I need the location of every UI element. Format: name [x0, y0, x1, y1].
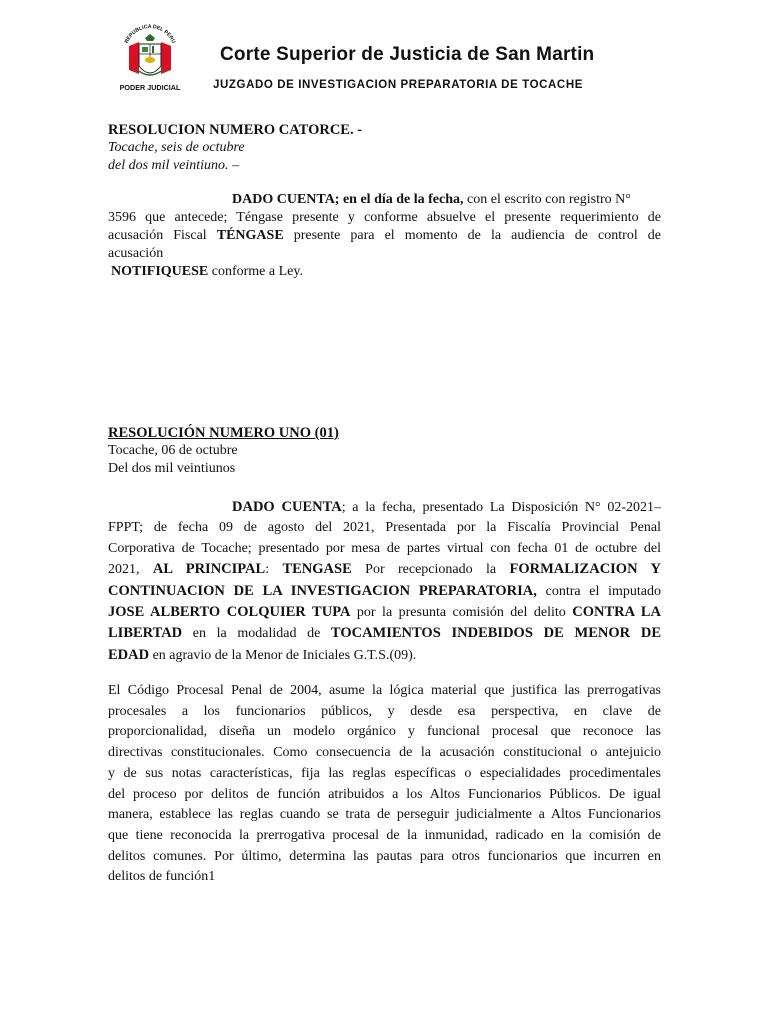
resolution-1-line-1-text: ; a la fecha, presentado La Disposición N° 02-2021– [341, 500, 661, 515]
resolution-1-header [108, 424, 661, 478]
resolution-14-heading: RESOLUCION NUMERO CATORCE. - [108, 122, 363, 138]
resolution-1-line-5 [108, 581, 661, 602]
code-paragraph-line-9: delitos comunes. Por último, determina las pautas para otros funcionarios que incurren en [108, 848, 661, 864]
resolution-1-line-5-text: contra el imputado [536, 583, 661, 599]
tocamientos-label: TOCAMIENTOS INDEBIDOS DE MENOR DE [330, 625, 661, 642]
resolution-1-line-3: Corporativa de Tocache; presentado por mesa de partes virtual con fecha 01 de octubre del [108, 540, 661, 556]
resolution-14-line-3-b: presente para el momento de la audiencia de control de [283, 228, 661, 243]
dado-cuenta-label: DADO CUENTA; [232, 192, 340, 207]
notify-text: conforme a Ley. [208, 264, 303, 279]
resolution-1-line-4-a: 2021, [108, 562, 153, 578]
resolution-14-line-2: 3596 que antecede; Téngase presente y conforme absuelve el presente requerimiento de [108, 210, 661, 225]
resolution-1-line-7-text: en la modalidad de [182, 626, 331, 642]
dado-cuenta-label-2: DADO CUENTA [232, 499, 342, 515]
investigacion-label: CONTINUACION DE LA INVESTIGACION PREPARATORIA, [108, 582, 537, 599]
libertad-label: LIBERTAD [108, 625, 183, 642]
al-principal-label: AL PRINCIPAL [152, 561, 266, 578]
resolution-1-body [108, 497, 661, 666]
code-paragraph-line-6: del proceso por delitos de función atribuidos a los Altos Funcionarios Públicos. De igual [108, 786, 661, 802]
poder-judicial-logo [112, 22, 188, 96]
code-paragraph-line-3: proporcionalidad, diseña un modelo orgánico y funcional procesal que reconoce las [108, 724, 661, 740]
resolution-1-line-4 [108, 559, 661, 580]
resolution-1-line-6 [108, 602, 661, 623]
resolution-14-body [108, 191, 661, 281]
logo-arc-text: REPUBLICA DEL PERU [123, 23, 177, 45]
resolution-1-line-4-c: Por recepcionado la [351, 562, 510, 578]
contra-la-label: CONTRA LA [572, 604, 662, 621]
logo-bottom-text: PODER JUDICIAL [119, 83, 181, 92]
resolution-1-line-8-text: en agravio de la Menor de Iniciales G.T.S.(09). [149, 647, 417, 663]
formalizacion-label: FORMALIZACION Y [509, 561, 661, 578]
peru-coat-of-arms-icon [112, 22, 188, 96]
tengase-label-2: TENGASE [282, 561, 352, 578]
code-paragraph [108, 681, 661, 888]
resolution-1-line-4-b: : [265, 562, 283, 578]
resolution-1-line-8 [108, 645, 661, 666]
code-paragraph-last-line: delitos de función1 [108, 869, 216, 885]
court-title: Corte Superior de Justicia de San Martin [220, 44, 595, 65]
resolution-14-header [108, 121, 661, 175]
code-paragraph-line-5: y de sus notas características, fija las reglas específicas o especialidades procedimentales [108, 765, 661, 781]
edad-label: EDAD [108, 646, 150, 663]
tengase-label: TÉNGASE [216, 228, 284, 243]
resolution-1-place-date-1: Tocache, 06 de octubre [108, 443, 238, 458]
resolution-14-line-4: acusación [108, 246, 164, 261]
resolution-1-place-date-2: Del dos mil veintiunos [108, 461, 236, 476]
resolution-14-line-3-a: acusación Fiscal [108, 228, 217, 243]
code-paragraph-line-4: directivas constitucionales. Como consecuencia de la acusación constitucional o antejuicio [108, 745, 661, 761]
resolution-14-line-1 [108, 191, 661, 209]
notify-line [108, 263, 661, 281]
resolution-1-line-6-text: por la presunta comisión del delito [350, 605, 573, 621]
imputado-name: JOSE ALBERTO COLQUIER TUPA [108, 604, 351, 621]
resolution-14-line-3 [108, 227, 661, 245]
code-paragraph-line-7: manera, establece las reglas cuando se trata de perseguir judicialmente a Altos Funcionarios [108, 807, 661, 823]
code-paragraph-line-1: El Código Procesal Penal de 2004, asume la lógica material que justifica las prerrogativas [108, 683, 661, 698]
resolution-14-place-date-1: Tocache, seis de octubre [108, 140, 245, 155]
code-paragraph-line-2: procesales a los funcionarios públicos, y desde esa perspectiva, en clave de [108, 703, 661, 719]
dia-fecha-label: en el día de la fecha, [339, 192, 464, 207]
resolution-14-line-1-text: con el escrito con registro N° [463, 192, 631, 207]
resolution-14-place-date-2: del dos mil veintiuno. – [108, 158, 240, 173]
resolution-1-line-7 [108, 623, 661, 644]
court-subtitle: JUZGADO DE INVESTIGACION PREPARATORIA DE TOCACHE [213, 79, 583, 91]
notifiquese-label: NOTIFIQUESE [111, 264, 209, 279]
resolution-1-line-2: FPPT; de fecha 09 de agosto del 2021, Presentada por la Fiscalía Provincial Penal [108, 520, 661, 536]
code-paragraph-line-8: que tiene reconocida la prerrogativa procesal de la inmunidad, radicado en la comisión de [108, 827, 661, 843]
resolution-1-line-1 [108, 497, 661, 518]
resolution-1-heading: RESOLUCIÓN NUMERO UNO (01) [108, 425, 339, 441]
